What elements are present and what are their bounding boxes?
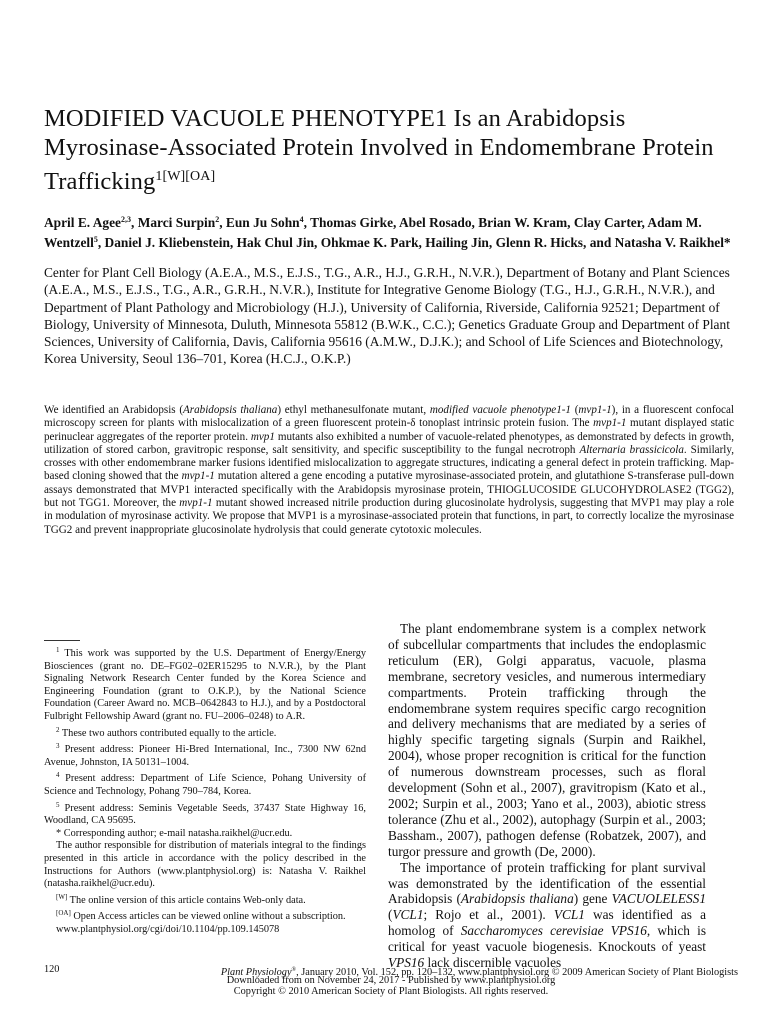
author-name: Abel Rosado xyxy=(399,215,472,230)
footnote xyxy=(44,891,366,908)
journal-name: Plant Physiology xyxy=(220,967,292,978)
author-name: Marci Surpin xyxy=(137,215,216,230)
footnote-text: This work was supported by the U.S. Department of Energy/Energy Biosciences (grant no. DE–FG02–02ER15295 to N.V.R.), by the Plant Signaling Network Research Center funded by the Korea Science and Engineering Foundation (grant to O.K.P.), by the National Science Foundation (Career Award no. MCB–0642843 to H.J.), and by a Postdoctoral Fulbright Fellowship Award (grant no. FU–2006–0248) to A.R. xyxy=(44,648,366,722)
footnote-text: Present address: Pioneer Hi-Bred International, Inc., 7300 NW 62nd Avenue, Johnston, IA 50131–1004. xyxy=(44,744,366,768)
footnote-divider xyxy=(44,640,80,641)
body-paragraph: The importance of protein trafficking for plant survival was demonstrated by the identification of the essential Arabidopsis (Arabidopsis thaliana) gene VACUOLELESS1 (VCL1; Rojo et al., 2001). VCL1 was identified as a homolog of Saccharomyces cerevisiae VPS16, which is critical for yeast vacuole biogenesis. Knockouts of yeast VPS16 lack discernible vacuoles xyxy=(388,859,706,971)
footnote-mark: 2 xyxy=(56,725,60,734)
author-name: Glenn R. Hicks xyxy=(495,235,584,250)
author-name: Adam M. Wentzell xyxy=(44,215,702,250)
footnote xyxy=(44,740,366,769)
footnote xyxy=(44,644,366,724)
italic-term: mvp1-1 xyxy=(181,470,215,483)
italic-term: VACUOLELESS1 xyxy=(611,891,706,907)
author-name: Eun Ju Sohn xyxy=(225,215,300,230)
footnote xyxy=(44,924,366,937)
author-list: April E. Agee$^{2,3}$, Marci Surpin$^2$, Eun Ju Sohn$^4$, Thomas Girke, Abel Rosado, Brian W. Kram, Clay Carter, Adam M. Wentzell$^5$, Daniel J. Kliebenstein, Hak Chul Jin, Ohkmae K. Park, Hailing Jin, Glenn R. Hicks, and Natasha V. Raikhel* xyxy=(44,215,731,250)
abstract: We identified an Arabidopsis (Arabidopsis thaliana) ethyl methanesulfonate mutant, modified vacuole phenotype1-1 (mvp1-1), in a fluorescent confocal microscopy screen for plants with mislocalization of a green fluorescent protein-δ tonoplast intrinsic protein fusion. The mvp1-1 mutant displayed static perinuclear aggregates of the reporter protein. mvp1 mutants also exhibited a number of vacuole-related phenotypes, as demonstrated by defects in growth, utilization of stored carbon, gravitropic response, salt sensitivity, and specific susceptibility to the fungal necrotroph Alternaria brassicicola. Similarly, crosses with other endomembrane marker fusions identified mislocalization to aggregate structures, indicating a general defect in protein trafficking. Map-based cloning showed that the mvp1-1 mutation altered a gene encoding a putative myrosinase-associated protein, and glutathione S-transferase pull-down assays demonstrated that MVP1 interacted specifically with the Arabidopsis myrosinase protein, THIOGLUCOSIDE GLUCOHYDROLASE2 (TGG2), but not TGG1. Moreover, the mvp1-1 mutant showed increased nitrile production during glucosinolate hydrolysis, suggesting that MVP1 may play a role in modulation of myrosinase activity. We propose that MVP1 is a myrosinase-associated protein that functions, in part, to correctly localize the myrosinase TGG2 and prevent inappropriate glucosinolate hydrolysis that could generate cytotoxic molecules. xyxy=(44,404,735,536)
italic-term: VCL1 xyxy=(392,907,424,923)
body-paragraph: The plant endomembrane system is a complex network of subcellular compartments that includes the endoplasmic reticulum (ER), Golgi apparatus, vacuole, plasma membrane, secretory vesicles, and numerous intermediary compartments. Protein trafficking through the endomembrane system requires specific cargo recognition and delivery mechanisms that are mediated by a series of highly specific targeting signals (Surpin and Raikhel, 2004), whose proper recognition is critical for the function of numerous downstream processes, such as floral development (Sohn et al., 2007), gravitropism (Kato et al., 2002; Surpin et al., 2003; Yano et al., 2003), abiotic stress tolerance (Zhu et al., 2002), autophagy (Surpin et al., 2003; Bassham., 2007), pathogen defense (Robatzek, 2007), and turgor pressure and growth (De, 2000). xyxy=(388,621,706,859)
footnote xyxy=(44,828,366,841)
footnotes xyxy=(44,644,366,936)
author-affiliation-mark: 2,3 xyxy=(121,215,131,224)
italic-term: mvp1-1 xyxy=(593,417,627,430)
italic-term: VCL1 xyxy=(553,907,585,923)
italic-term: modified vacuole phenotype1-1 xyxy=(429,404,571,416)
footnote-text: These two authors contributed equally to the article. xyxy=(61,727,277,739)
body-text xyxy=(388,621,706,971)
article-title xyxy=(44,104,734,196)
affiliations: Center for Plant Cell Biology (A.E.A., M.S., E.J.S., T.G., A.R., H.J., G.R.H., N.V.R.), Department of Botany and Plant Sciences (A.E.A., M.S., E.J.S., T.G., A.R., G.R.H., N.V.R.), Institute for Integrative Genome Biology (T.G., H.J., G.R.H., N.V.R.), and Department of Plant Pathology and Microbiology (H.J.), University of California, Riverside, California 92521; Department of Biology, University of Minnesota, Duluth, Minnesota 55812 (B.W.K., C.C.); Genetics Graduate Group and Department of Plant Sciences, University of California, Davis, California 95616 (A.M.W., D.J.K.); and School of Life Sciences and Biotechnology, Korea University, Seoul 136–701, Korea (H.C.J., O.K.P.) xyxy=(44,265,730,367)
author-name: Hailing Jin xyxy=(425,235,489,250)
footnote-mark: 3 xyxy=(56,742,60,751)
author-name: Daniel J. Kliebenstein xyxy=(104,235,230,250)
author-name: Ohkmae K. Park xyxy=(320,235,419,250)
footnote-mark: [OA] xyxy=(56,909,71,918)
footnote-text: Open Access articles can be viewed online without a subscription. xyxy=(73,911,346,923)
footnote xyxy=(44,907,366,924)
italic-term: Alternaria brassicicola xyxy=(579,443,684,456)
title-superscript: 1[W][OA] xyxy=(155,169,216,184)
footnote-mark: 1 xyxy=(56,646,60,654)
footnote-text: The author responsible for distribution of materials integral to the findings presented in this article in accordance with the policy described in the Instructions for Authors (www.plantphysiol.org) is: Natasha V. Raikhel (natasha.raikhel@ucr.edu). xyxy=(44,840,366,890)
author-name: Hak Chul Jin xyxy=(236,235,315,250)
italic-term: Saccharomyces cerevisiae VPS16 xyxy=(460,923,647,939)
journal-details: , January 2010, Vol. 152, pp. 120–132, www.plantphysiol.org © 2009 American Society of Plant Biologists xyxy=(296,967,738,978)
author-affiliation-mark: 5 xyxy=(93,235,98,244)
footnote-text: * Corresponding author; e-mail natasha.raikhel@ucr.edu. xyxy=(56,827,293,839)
author-name: Thomas Girke xyxy=(310,215,394,230)
page-number: 120 xyxy=(44,964,60,975)
journal-registered-mark: ® xyxy=(291,967,297,973)
copyright-notice: Copyright © 2010 American Society of Plant Biologists. All rights reserved. xyxy=(233,986,549,997)
footnote-text: Present address: Department of Life Science, Pohang University of Science and Technology, Pohang 790–784, Korea. xyxy=(44,773,366,797)
footnote-text: www.plantphysiol.org/cgi/doi/10.1104/pp.109.145078 xyxy=(56,923,280,935)
footnote-mark: [W] xyxy=(56,892,68,901)
italic-term: Arabidopsis thaliana xyxy=(460,891,574,907)
footnote xyxy=(44,769,366,798)
italic-term: VPS16 xyxy=(388,955,425,971)
italic-term: mvp1-1 xyxy=(179,497,213,510)
footnote xyxy=(44,840,366,890)
author-name: Natasha V. Raikhel* xyxy=(614,235,731,250)
author-name: Brian W. Kram xyxy=(478,215,568,230)
italic-term: Arabidopsis thaliana xyxy=(183,404,278,416)
download-notice: Downloaded from on November 24, 2017 - Published by www.plantphysiol.org xyxy=(226,975,556,986)
author-affiliation-mark: 4 xyxy=(299,215,304,224)
italic-term: mvp1 xyxy=(250,430,275,443)
footnote xyxy=(44,724,366,741)
author-name: Clay Carter xyxy=(573,215,642,230)
footnote-text: The online version of this article contains Web-only data. xyxy=(69,894,306,906)
italic-term: mvp1-1 xyxy=(578,404,612,416)
footnote-mark: 4 xyxy=(56,771,60,780)
footnote xyxy=(44,799,366,828)
footnote-mark: 5 xyxy=(56,800,60,809)
footnote-text: Present address: Seminis Vegetable Seeds, 37437 State Highway 16, Woodland, CA 95695. xyxy=(44,802,366,827)
author-name: April E. Agee xyxy=(44,215,121,230)
author-affiliation-mark: 2 xyxy=(215,215,220,224)
title-text: MODIFIED VACUOLE PHENOTYPE1 Is an Arabidopsis Myrosinase-Associated Protein Involved in Endomembrane Protein Trafficking xyxy=(44,105,714,195)
